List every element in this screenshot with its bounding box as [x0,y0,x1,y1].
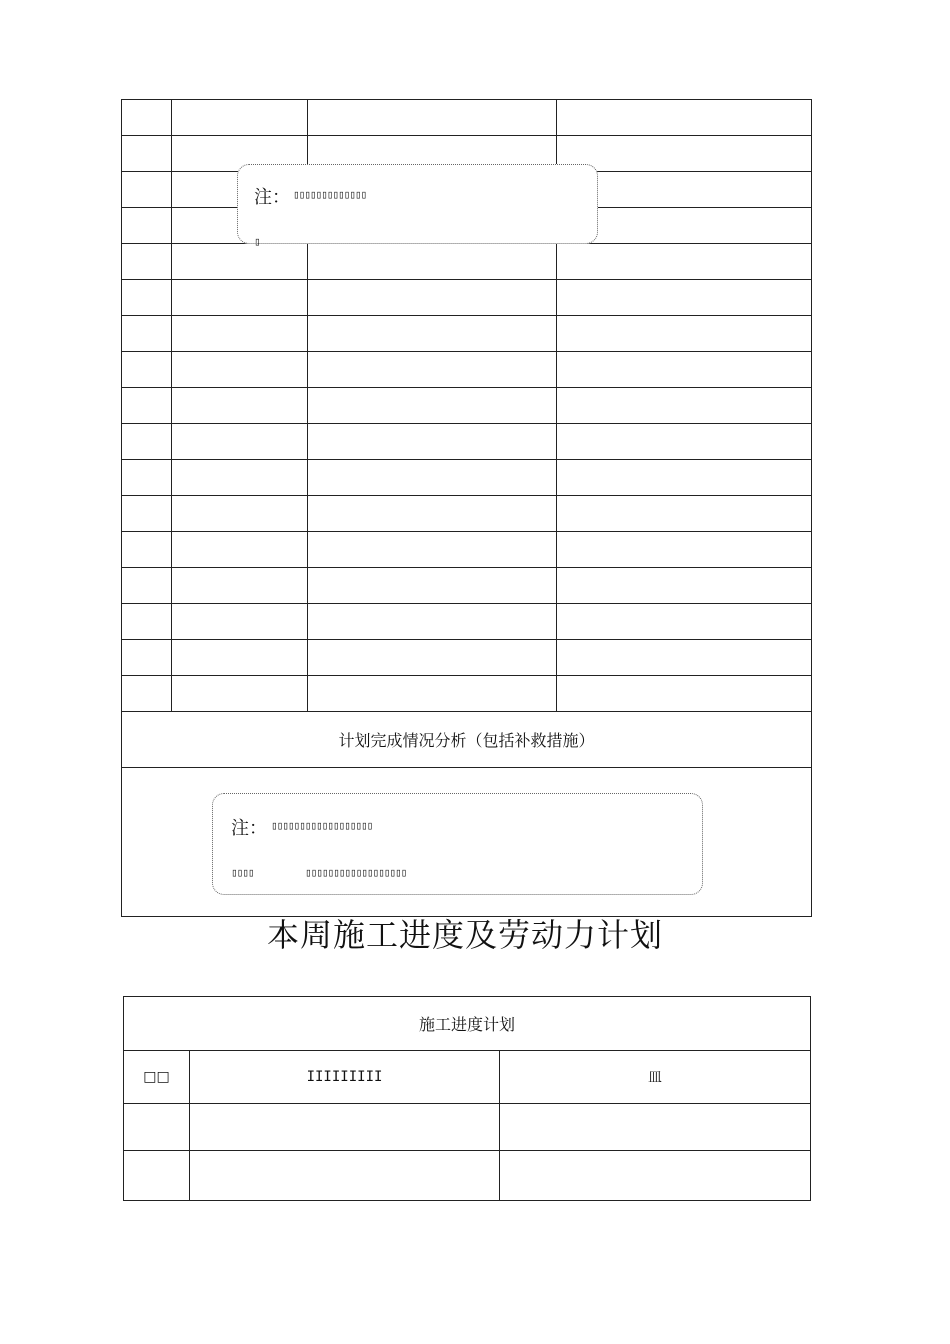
table-cell[interactable] [557,244,812,280]
table-cell[interactable] [308,460,557,496]
table-cell[interactable] [308,352,557,388]
table-cell[interactable] [172,496,308,532]
table-cell[interactable] [122,640,172,676]
table-cell[interactable] [308,244,557,280]
table-cell[interactable] [190,1104,500,1151]
note-placeholder-text: ▯▯▯▯▯▯▯▯▯▯▯▯▯▯▯▯▯▯ [305,866,407,879]
table-cell[interactable] [122,676,172,712]
table-cell[interactable] [557,604,812,640]
table-row [122,424,812,460]
table-cell[interactable] [172,460,308,496]
schedule-title-cell: 施工进度计划 [124,997,811,1051]
table-cell[interactable] [557,568,812,604]
table-cell[interactable] [122,100,172,136]
table-cell[interactable] [172,352,308,388]
schedule-rows [124,997,811,1201]
table-cell[interactable] [172,388,308,424]
table-cell[interactable] [124,1151,190,1201]
table-row [122,244,812,280]
table-cell[interactable] [172,604,308,640]
table-cell[interactable] [557,460,812,496]
table-cell[interactable] [308,604,557,640]
table-cell[interactable] [557,280,812,316]
note-placeholder-text: ▯ [254,235,260,248]
note-callout-upper [237,164,598,248]
table-cell[interactable] [557,424,812,460]
table-row [122,640,812,676]
construction-schedule-table [123,996,811,1201]
table-cell[interactable] [308,568,557,604]
table-cell[interactable] [122,496,172,532]
table-cell[interactable] [122,280,172,316]
table-cell[interactable] [122,532,172,568]
schedule-header-col3: 皿 [500,1051,811,1104]
table-cell[interactable] [500,1104,811,1151]
table-cell[interactable] [172,676,308,712]
table-cell[interactable] [500,1151,811,1201]
table-cell[interactable] [557,640,812,676]
table-row [124,1104,811,1151]
analysis-header-row [122,712,812,768]
table-cell[interactable] [308,496,557,532]
schedule-header-col1: □□ [124,1051,190,1104]
table-cell[interactable] [308,280,557,316]
table-row [122,676,812,712]
note-placeholder-text: ▯▯▯▯ [231,866,254,879]
table-row [122,280,812,316]
table-cell[interactable] [172,316,308,352]
table-cell[interactable] [172,280,308,316]
note-placeholder-text: ▯▯▯▯▯▯▯▯▯▯▯▯▯▯▯▯▯▯ [271,819,373,832]
table-cell[interactable] [122,244,172,280]
table-cell[interactable] [122,172,172,208]
table-cell[interactable] [122,208,172,244]
table-row [122,532,812,568]
table-cell[interactable] [122,388,172,424]
note-label: 注： [231,818,267,839]
table-cell[interactable] [308,424,557,460]
table-cell[interactable] [557,676,812,712]
note-placeholder-text: ▯▯▯▯▯▯▯▯▯▯▯▯▯ [293,188,367,201]
table-row [122,100,812,136]
table-row [122,352,812,388]
note-label: 注： [254,187,290,208]
table-cell[interactable] [308,532,557,568]
table-cell[interactable] [308,388,557,424]
analysis-header-cell: 计划完成情况分析（包括补救措施） [122,712,812,768]
table-cell[interactable] [122,352,172,388]
table-cell[interactable] [308,316,557,352]
schedule-header-row [124,1051,811,1104]
table-row [122,388,812,424]
table-cell[interactable] [172,568,308,604]
table-cell[interactable] [557,100,812,136]
schedule-header-col2: IIIIIIIII [190,1051,500,1104]
table-row [122,496,812,532]
table-cell[interactable] [172,100,308,136]
table-cell[interactable] [308,100,557,136]
table-row [122,316,812,352]
table-row [122,460,812,496]
page-title: 本周施工进度及劳动力计划 [266,916,663,954]
table-cell[interactable] [308,676,557,712]
table-cell[interactable] [122,136,172,172]
table-cell[interactable] [122,568,172,604]
table-cell[interactable] [308,640,557,676]
table-row [124,1151,811,1201]
note-callout-lower [212,793,703,895]
table-cell[interactable] [557,316,812,352]
table-cell[interactable] [122,316,172,352]
table-cell[interactable] [557,136,812,172]
table-cell[interactable] [557,388,812,424]
table-cell[interactable] [122,604,172,640]
table-cell[interactable] [557,496,812,532]
table-cell[interactable] [172,424,308,460]
table-cell[interactable] [557,352,812,388]
table-row [122,568,812,604]
schedule-title-row [124,997,811,1051]
table-cell[interactable] [122,424,172,460]
table-cell[interactable] [172,532,308,568]
table-cell[interactable] [557,532,812,568]
table-cell[interactable] [124,1104,190,1151]
table-cell[interactable] [172,244,308,280]
table-cell[interactable] [172,640,308,676]
table-cell[interactable] [190,1151,500,1201]
table-row [122,604,812,640]
table-cell[interactable] [122,460,172,496]
